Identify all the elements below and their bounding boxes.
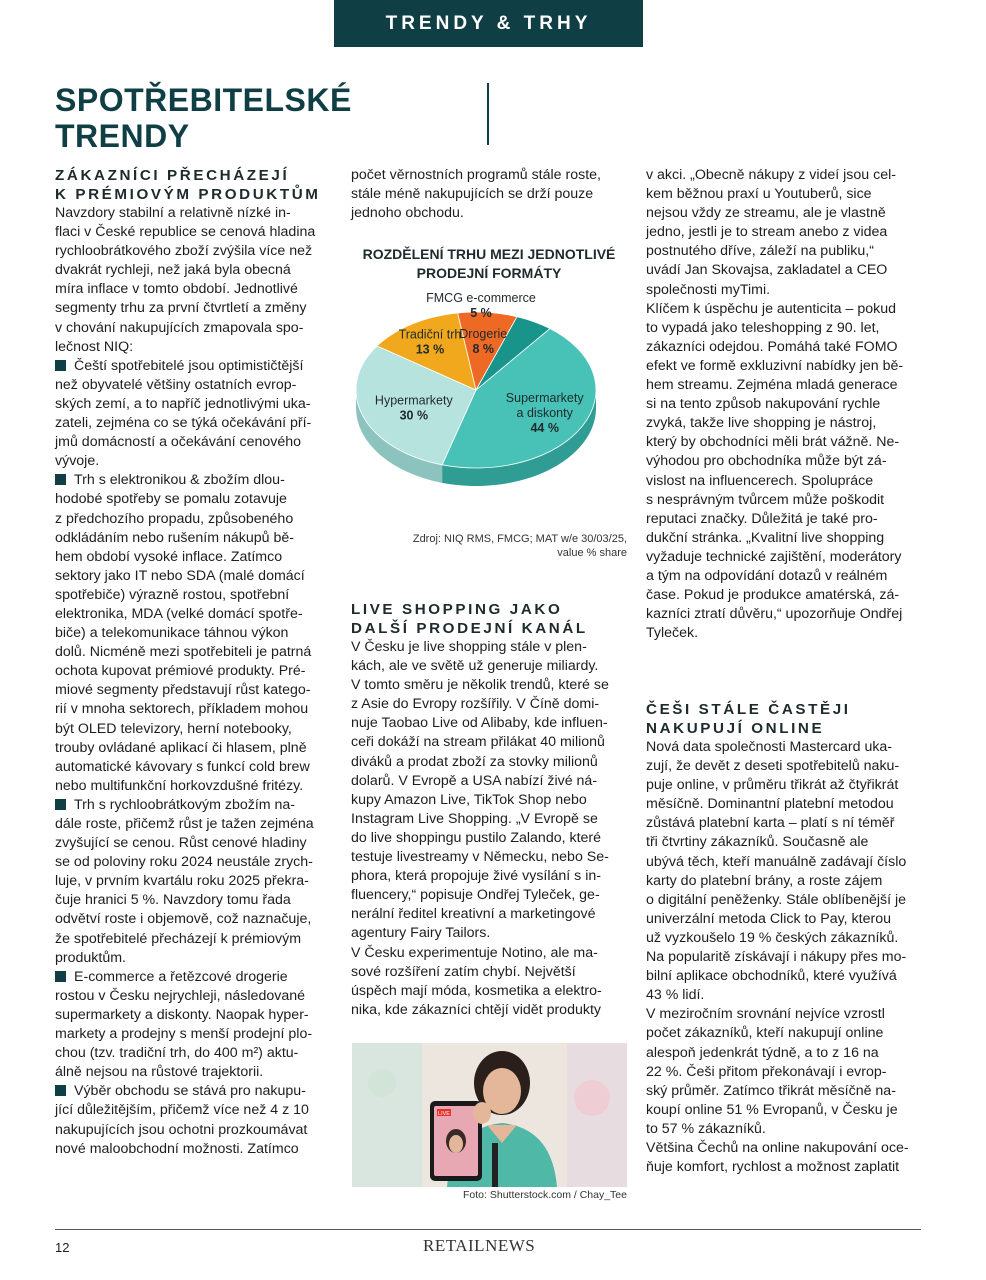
text-line: sové rozšíření zatím chybí. Největší (351, 963, 576, 980)
text-line: tři čtvrtiny zákazníků. Současně ale (646, 834, 869, 851)
text-line: automatické kávovary s funkcí cold brew (55, 758, 310, 775)
text-line: zákazníci odejdou. Pomáhá také FOMO (646, 338, 898, 355)
text-line: dolů. Nicméně mezi spotřebiteli je patrná (55, 644, 312, 661)
text-line: jedno, jestli je to stream anebo z videa (646, 224, 888, 241)
text-line: vývoje. (55, 453, 100, 470)
text-line: ských zemí, a to napříč jednotlivými uka- (55, 395, 311, 412)
text-line: z Asie do Evropy rozšířily. V Číně domi- (351, 696, 600, 713)
pie-value-label: 30 % (399, 408, 429, 423)
text-line: segmenty trhu za první čtvrtletí a změny (55, 300, 307, 317)
col3-body-top (646, 166, 924, 643)
text-line: efekt ve formě exkluzivní nabídky jen bě- (646, 357, 904, 374)
text-line: agentury Fairy Tailors. (351, 925, 491, 942)
text-line: miové segmenty představují růst katego- (55, 682, 311, 699)
text-line: ochota kupovat prémiové produkty. Pré- (55, 663, 306, 680)
text-line: dále roste, přičemž růst je tažen zejména (55, 816, 314, 832)
text-line: do live shoppingu pustilo Zalando, které (351, 829, 602, 846)
chart-source-line2: value % share (557, 547, 627, 559)
text-line: ský průměr. Zatímco třikrát měsíčně na- (646, 1082, 896, 1099)
section-banner: TRENDY & TRHY (334, 0, 643, 47)
text-line: že spotřebitelé přecházejí k prémiovým (55, 930, 302, 947)
footer-divider (55, 1229, 921, 1230)
text-line: stále méně nakupujících se drží pouze (351, 186, 594, 203)
text-line: než obyvatelé většiny ostatních evrop- (55, 376, 297, 393)
col1-heading-line1: ZÁKAZNÍCI PŘECHÁZEJÍ (55, 167, 290, 184)
text-line: phora, která propojuje živé vysílání s in- (351, 868, 601, 885)
text-line: v akci. „Obecně nákupy z videí jsou cel- (646, 167, 896, 183)
brand-logo: RETAILNEWS (423, 1236, 536, 1255)
text-line: už vyzkoušelo 19 % českých zákazníků. (646, 929, 899, 946)
text-line: biče) a telekomunikace táhnou výkon (55, 625, 289, 642)
text-line: markety a prodejny s menší prodejní plo- (55, 1026, 313, 1043)
text-line: společnosti myTimi. (646, 281, 771, 298)
pie-chart-svg (351, 293, 627, 528)
text-line: nerální ředitel kreativní a marketingové (351, 906, 596, 923)
column-1 (55, 166, 331, 1159)
col3-heading-line1: ČEŠI STÁLE ČASTĚJI (646, 701, 851, 718)
text-line: kách, ale ve světě už generuje miliardy. (351, 658, 599, 675)
bullet-square-icon (55, 971, 66, 982)
text-line: elektronika, MDA (velké domácí spotře- (55, 605, 303, 622)
text-line: V Česku je live shopping stále v plen- (351, 639, 587, 655)
text-line: si na tento způsob nakupování rychle (646, 396, 881, 413)
col3-body (646, 738, 924, 1177)
text-line: bilní aplikace obchodníků, které využívá (646, 968, 897, 985)
page-title (55, 82, 435, 154)
text-line: jednoho obchodu. (351, 205, 464, 222)
text-line: Klíčem k úspěchu je autenticita – pokud (646, 300, 897, 317)
bullet-square-icon (55, 799, 66, 810)
text-line: Trh s elektronikou & zbožím dlou- (55, 471, 331, 490)
text-line: jmů domácností a očekávání cenového (55, 434, 302, 451)
text-line: nejsou vždy ze streamu, ale je vlastně (646, 205, 886, 222)
chart-title (351, 245, 627, 283)
text-line: míra inflace v tomto období. Jednotlivé (55, 281, 298, 298)
text-line: uvádí Jan Skovajsa, zakladatel a CEO (646, 262, 888, 279)
text-line: E-commerce a řetězcové drogerie (55, 968, 331, 987)
text-line: Čeští spotřebitelé jsou optimističtější (55, 357, 331, 376)
text-line: hodobé spotřeby se pomalu zotavuje (55, 491, 287, 508)
text-line: a tým na odpovídání dotazů v reálném (646, 567, 888, 584)
chart-title-line2: PRODEJNÍ FORMÁTY (416, 265, 562, 281)
pie-label-text: Hypermarkety (374, 393, 453, 408)
text-line: úspěch mají móda, kosmetika a elektro- (351, 982, 602, 999)
text-line: čase. Pokud je produkce amatérská, zá- (646, 587, 900, 604)
text-line: koupí online 51 % Evropanů, v Česku je (646, 1101, 898, 1118)
chart-source-line1: Zdroj: NIQ RMS, FMCG; MAT w/e 30/03/25, (412, 533, 627, 545)
text-line: spotřebiče) výrazně rostou, spotřební (55, 586, 290, 603)
text-line: sektory jako IT nebo SDA (malé domácí (55, 567, 305, 584)
text-line: který by obchodníci měli brát vážně. Ne- (646, 434, 900, 451)
text-line: vislost na influencerech. Spolupráce (646, 472, 874, 489)
page-title-line2: TRENDY (55, 118, 190, 154)
pie-value-label: 13 % (415, 342, 445, 357)
text-line: karty do platební brány, a roste zájem (646, 872, 883, 889)
text-line: fluencery,“ popisuje Ondřej Tyleček, ge- (351, 887, 600, 904)
text-line: v chování nakupujících zmapovala spo- (55, 319, 304, 336)
page-number: 12 (55, 1240, 70, 1255)
photo-live-label: LIVE (438, 1111, 450, 1117)
col2-body (351, 638, 627, 1020)
text-line: jící důležitějším, přičemž více než 4 z 10 (55, 1102, 309, 1119)
col1-body (55, 204, 331, 1159)
text-line: měsíčně. Dominantní platební metodou (646, 796, 894, 813)
text-line: výhodou pro obchodníka může být zá- (646, 453, 887, 470)
text-line: kazníci ztratí důvěru,“ upozorňuje Ondřej (646, 606, 903, 623)
col2-heading-line2: DALŠÍ PRODEJNÍ KANÁL (351, 620, 588, 637)
col2-heading (351, 600, 627, 638)
text-line: Instagram Live Shopping. „V Evropě se (351, 810, 598, 827)
text-line: o digitální peněženky. Stále oblíbenější je (646, 891, 907, 908)
text-line: V tomto směru je několik trendů, které se (351, 677, 609, 694)
pie-label-text: Drogerie (459, 326, 508, 341)
text-line: supermarkety a diskonty. Naopak hyper- (55, 1006, 309, 1023)
text-line: zují, že devět z deseti spotřebitelů naku- (646, 758, 900, 775)
text-line: álně nejsou na růstové trajektorii. (55, 1064, 264, 1081)
text-line: nakupujících jsou ochotni prozkoumávat (55, 1121, 308, 1138)
text-line: Tyleček. (646, 625, 699, 642)
text-line: odvětví roste i objemově, což naznačuje, (55, 911, 312, 928)
text-line: Výběr obchodu se stává pro nakupu- (55, 1082, 331, 1101)
column-2 (351, 166, 627, 223)
text-line: rychloobrátkového zboží zvýšila více než (55, 243, 313, 260)
text-line: dvakrát rychleji, než jaká byla obecná (55, 262, 291, 279)
chart-source (351, 532, 627, 560)
text-line: zvyká, takže live shopping je nástroj, (646, 415, 877, 432)
text-line: s nesprávným tvůrcem může poškodit (646, 491, 885, 508)
text-line: počet zákazníků, kteří nakupují online (646, 1025, 884, 1042)
text-line: být OLED televizory, herní notebooky, (55, 720, 292, 737)
text-line: 22 %. Češi přitom překonávají i evrop- (646, 1063, 887, 1080)
column-3 (646, 166, 924, 643)
live-shopping-photo (352, 1043, 627, 1187)
text-line: univerzální metoda Click to Pay, kterou (646, 910, 891, 927)
text-line: 43 % lidí. (646, 987, 705, 1004)
text-line: nebo multifunkční horkovzdušné fritézy. (55, 777, 304, 794)
col1-heading (55, 166, 331, 204)
text-line: zůstává platební karta – platí s ní téměř (646, 815, 895, 832)
text-line: nuje Taobao Live od Alibaby, kde influen- (351, 715, 608, 732)
text-line: nové maloobchodní možnosti. Zatímco (55, 1140, 299, 1157)
pie-value-label: 8 % (472, 341, 495, 356)
photo-caption: Foto: Shutterstock.com / Chay_Tee (463, 1189, 627, 1201)
text-line: Trh s rychloobrátkovým zbožím na- (55, 796, 331, 815)
text-line: puje online, v průměru třikrát až čtyřikrát (646, 777, 899, 794)
text-line: dukční stránka. „Kvalitní live shopping (646, 529, 885, 546)
text-line: rostou v Česku nejrychleji, následované (55, 987, 305, 1004)
col3-article (646, 700, 924, 1177)
text-line: hem období vysoké inflace. Zatímco (55, 548, 283, 565)
text-line: ceři dokáží na stream přilákat 40 milionů (351, 734, 605, 751)
photo-illustration (352, 1043, 627, 1187)
text-line: odkládáním nebo rušením nákupů bě- (55, 529, 294, 546)
text-line: Většina Čechů na online nakupování oce- (646, 1139, 909, 1156)
chart-title-line1: ROZDĚLENÍ TRHU MEZI JEDNOTLIVÉ (362, 246, 616, 262)
text-line: flaci v České republice se cenová hladina (55, 224, 316, 241)
pie-value-label: 44 % (530, 421, 559, 436)
text-line: lečnost NIQ: (55, 338, 134, 355)
col1-heading-line2: K PRÉMIOVÝM PRODUKTŮM (55, 186, 321, 203)
col3-heading-line2: NAKUPUJÍ ONLINE (646, 720, 825, 737)
bullet-square-icon (55, 360, 66, 371)
bullet-square-icon (55, 1085, 66, 1096)
page-title-line1: SPOTŘEBITELSKÉ (55, 82, 352, 118)
text-line: čuje hranici 5 %. Navzdory tomu řada (55, 892, 291, 909)
text-line: to vypadá jako teleshopping z 90. let, (646, 319, 880, 336)
text-line: chou (tzv. tradiční trh, do 400 m²) aktu- (55, 1045, 299, 1062)
text-line: Nová data společnosti Mastercard uka- (646, 739, 893, 755)
col3-heading (646, 700, 924, 738)
text-line: V meziročním srovnání nejvíce vzrostl (646, 1006, 885, 1023)
text-line: Navzdory stabilní a relativně nízké in- (55, 205, 291, 221)
text-line: luje, v prvním kvartálu roku 2025 překra- (55, 873, 309, 890)
text-line: počet věrnostních programů stále roste, (351, 167, 601, 183)
bullet-square-icon (55, 474, 66, 485)
pie-value-label: 5 % (470, 306, 492, 320)
pie-label-text: FMCG e-commerce (426, 293, 536, 305)
text-line: z předchozího propadu, způsobeného (55, 510, 294, 527)
market-share-chart (351, 245, 627, 565)
text-line: dolarů. V Evropě a USA nabízí živé ná- (351, 772, 598, 789)
text-line: rií v mnoha sektorech, příkladem mohou (55, 701, 309, 718)
pie-label-text: Supermarkety (505, 391, 584, 406)
col2-heading-line1: LIVE SHOPPING JAKO (351, 601, 563, 618)
text-line: vyžaduje technické zajištění, moderátory (646, 548, 902, 565)
text-line: reputaci značky. Důležitá je také pro- (646, 510, 878, 527)
text-line: kem běžnou praxí u Youtuberů, sice (646, 186, 872, 203)
text-line: produktům. (55, 949, 126, 966)
pie-label-text: Tradiční trh (398, 327, 462, 342)
text-line: to 57 % zákazníků. (646, 1120, 766, 1137)
col2-article (351, 600, 627, 1020)
text-line: ubývá těch, kteří manuálně zadávají číslo (646, 853, 907, 870)
text-line: alespoň jedenkrát týdně, a to z 16 na (646, 1044, 879, 1061)
text-line: zvyšující se cenou. Růst cenové hladiny (55, 835, 307, 852)
text-line: V Česku experimentuje Notino, ale ma- (351, 944, 598, 961)
col2-intro (351, 166, 627, 223)
text-line: nika, kde zákazníci chtějí vidět produkty (351, 1001, 601, 1018)
title-divider (487, 83, 489, 145)
text-line: trouby ovládané aplikací či hlasem, plně (55, 739, 307, 756)
text-line: ňuje komfort, rychlost a možnost zaplatit (646, 1159, 900, 1176)
text-line: hem streamu. Zejména mladá generace (646, 377, 898, 394)
pie-label-text: a diskonty (516, 406, 573, 421)
text-line: diváků a prodat zboží za stovky milionů (351, 753, 598, 770)
text-line: se od poloviny roku 2024 neustále zrych- (55, 854, 313, 871)
text-line: Na popularitě získávají i nákupy přes mo- (646, 949, 907, 966)
text-line: testuje livestreamy v Německu, nebo Se- (351, 849, 609, 866)
text-line: zateli, zejména co se týká očekávání pří- (55, 415, 312, 432)
text-line: kupy Amazon Live, TikTok Shop nebo (351, 791, 587, 808)
text-line: postnutého dříve, záleží na publiku,“ (646, 243, 874, 260)
